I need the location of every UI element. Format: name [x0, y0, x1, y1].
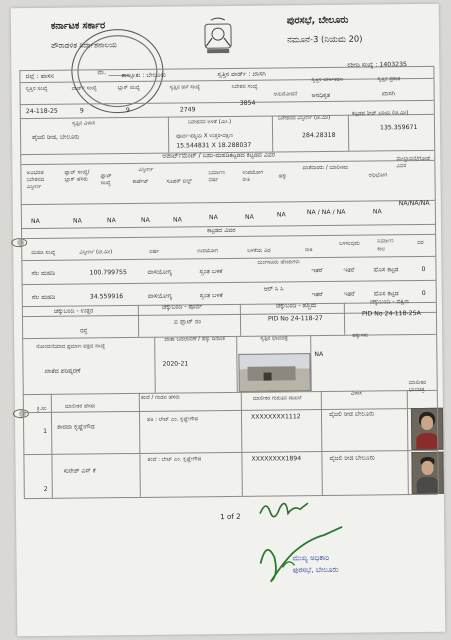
bld-mode: ಇತರೆ [311, 267, 323, 275]
built-area: 135.359671 [379, 124, 418, 132]
approval-status: ಅನಧಿಕೃತ [311, 91, 331, 100]
bld-floor: ನೆಲ ಮಹಡಿ [31, 269, 56, 278]
owner-relation: ಪತಿ : ಲೇಟ್ ಎಂ. ಕೃಷ್ಣೇಗೌಡ [147, 416, 199, 423]
bld-header-floor: ಮಹಡಿ ಸಂಖ್ಯೆ [31, 249, 56, 257]
boundary-south: PID No 24-118-25A [361, 309, 421, 318]
apt-header-block: ಫ್ಲಾಟ್ ಸಂಖ್ಯೆ/ಬ್ಲಾಕ್ ಹೆಸರು [64, 169, 90, 183]
signatory-title: ಮುಖ್ಯ ಅಧಿಕಾರಿ [292, 552, 330, 563]
reg-rights: NA [314, 351, 324, 359]
header-built-area: ಕಟ್ಟಡದ ಶೀಟ್ ಏರಿಯ (ಚ.ಮೀ) [351, 110, 409, 117]
binder-ring [13, 409, 29, 418]
reg-tax-label: ಖಾತೆದ ಪರಿಷ್ಕರಣೆ [44, 367, 81, 375]
bld-header-mode: ರೀತಿ [305, 247, 313, 254]
state-emblem-icon [197, 16, 239, 56]
block-no: 9 [125, 107, 130, 115]
govt-title: ಕರ್ನಾಟಕ ಸರ್ಕಾರ [50, 20, 106, 32]
header-block-no: ಬ್ಲಾಕ್ ಸಂಖ್ಯೆ [117, 84, 140, 92]
apt-value-owners: NA / NA / NA [306, 208, 346, 217]
bld-header-rate: ದರ [417, 239, 424, 247]
reg-rights-label: ಹಕ್ಕುಗಳು [352, 332, 369, 339]
apt-header-undivided: ಅವಿಭಜಿತ ನಿವೇಶನದ ವಿಸ್ತೀರ್ಣ [26, 169, 45, 191]
bld-age: ಹೊಸ ಕಟ್ಟಡ [373, 290, 399, 298]
apt-header-right: ಹಕ್ಕು [278, 173, 287, 180]
apt-header-usage: ಉಪಯೋಗ ರೀತಿ [242, 169, 264, 183]
header-site-area: ನಿವೇಶನದ ವಿಸ್ತೀರ್ಣ (ಚ.ಮೀ) [277, 114, 331, 122]
header-site-no: ನಿವೇಶನ ಸಂಖ್ಯೆ [231, 83, 258, 90]
boundary-north-label: ಚಕ್ಕುಬಂದಿ - ಉತ್ತರ [53, 307, 94, 315]
apt-value: NA [106, 217, 116, 225]
owner-header-address: ವಿಳಾಸ [350, 390, 362, 397]
apartment-section-title: ಅಪಾರ್ಟ್‌ಮೆಂಟ್ / ಬಹು-ಮಹಡಿಕಟ್ಟಡದ ಕಟ್ಟಡದ ವಿವರ [162, 151, 276, 160]
apt-header-roof: ಮೇಲ್ಛಾವಣಿ/ಗೋಡೆ ವಿವರ [396, 155, 430, 170]
reg-doc-label: ನೋಂದಣಿಯಾದ ಪ್ರಮಾಣ ಪತ್ರದ ಸಂಖ್ಯೆ [36, 343, 106, 351]
bld-header-usage: ಉಪಯೋಗ [197, 248, 218, 255]
apt-header-occupancy: ಅಧಿಭೋಗ [368, 172, 388, 179]
header-ward-no: ವಾರ್ಡ್ ಸಂಖ್ಯೆ [71, 85, 97, 92]
bld-rate: 0 [421, 289, 426, 297]
bld-usage: ವಾಸಯೋಗ್ಯ [147, 292, 173, 300]
form-number: ನಮೂನೆ-3 (ನಿಯಮ 20) [287, 33, 363, 45]
district-label: ಜಿಲ್ಲೆ : ಹಾಸನ [25, 72, 54, 81]
bld-rate: 0 [421, 265, 426, 273]
apt-value: NA [140, 216, 150, 224]
boundary-west: PID No 24-118-27 [267, 315, 323, 323]
application-number: ರಶೀದಿ ಸಂಖ್ಯೆ : 1403235 [347, 61, 407, 69]
property-photo [238, 353, 310, 392]
apt-value: NA [372, 208, 382, 216]
bld-ownership: ಸ್ವಂತ ಬಳಕೆ [199, 292, 223, 300]
apt-value: NA [276, 211, 286, 219]
binder-ring [11, 238, 27, 247]
ward-label: ಸ್ವತ್ತಿನ ವಾರ್ಡ್ : ಖಾಸಗಿ [217, 70, 266, 79]
owner-header-name: ಮಾಲೀಕರ ಹೆಸರು [64, 403, 96, 410]
owner-address: ವೈಜಲಿ ರೀಡ ಬೇಲೂರು [329, 454, 375, 462]
signature-initials [256, 493, 316, 524]
apt-value: NA [172, 216, 182, 224]
bld-ownership: ಸ್ವಂತ ಬಳಕೆ [199, 268, 223, 276]
apt-header-owners: ಖಾತೆದಾರರು / ಮಾಲೀಕರು [302, 164, 349, 172]
apt-value: NA [72, 217, 82, 225]
old-no: 2749 [179, 106, 196, 114]
building-section-title: ಕಟ್ಟಡದ ವಿವರ [207, 226, 236, 235]
bld-roof-type: ಮಂಗಳೂರು ಹೆಂಚುಗಳು [257, 259, 300, 266]
header-type: ಸ್ವತ್ತಿನ ಪ್ರಕಾರ [377, 76, 401, 83]
reg-photo-label: ಸ್ವತ್ತಿನ ಭಾವಚಿತ್ರ [260, 335, 288, 342]
site-area: 284.28318 [302, 131, 336, 140]
boundary-east: ಐ ಪ್ಲಾಟ್ ನಂ [173, 318, 202, 326]
bld-header-use-type: ಬಳಕೆಯ ವಿಧ [247, 247, 271, 254]
owner-header-no: ಕ್ರ.ಸಂ [36, 405, 47, 413]
municipality-title: ಪುರಸಭೆ, ಬೇಲೂರು [286, 14, 349, 27]
apt-header-flat: ಫ್ಲಾಟ್ ಸಂಖ್ಯೆ [100, 173, 112, 187]
bld-header-year: ವರ್ಷ [149, 248, 160, 255]
owner-name: ಶಾರದಾ ಕೃಷ್ಣೇಗೌಡ [57, 423, 95, 431]
header-approval: ಅನುಮೋದನೆ [273, 91, 298, 98]
owner-photo [411, 452, 443, 494]
owner-id: XXXXXXXX1112 [250, 413, 301, 421]
header-dimensions: ನಿವೇಶನದ ಅಳತೆ (ಮೀ.) [187, 118, 232, 126]
apt-header-super: ಸೂಪರ್ ಬಿಲ್ಟ್ [166, 178, 192, 185]
apt-value: NA [30, 217, 40, 226]
page-number: 1 of 2 [220, 511, 241, 522]
bld-usage: ವಾಸಯೋಗ್ಯ [147, 268, 172, 276]
apt-value-roof: NA/NA/NA [398, 199, 430, 208]
owner-header-id: ಮಾಲೀಕರ ಗುರುತಿನ ದಾಖಲೆ [252, 395, 302, 402]
document-page [11, 4, 446, 636]
owner-id: XXXXXXXX1894 [251, 455, 302, 463]
site-no: 3854 [239, 99, 256, 107]
bld-age: ಹೊಸ ಕಟ್ಟಡ [373, 266, 399, 274]
apt-value: NA [208, 214, 218, 222]
bld-header-age: ಕಾಲ [377, 246, 386, 253]
signatory-office: ಪುರಸಭೆ, ಬೇಲೂರು [292, 564, 339, 575]
bld-header-utility: ಬಳಸುವುದು [339, 240, 360, 247]
bld-area: 100.799755 [89, 269, 127, 277]
dimension-values: 15.544831 X 18.288037 [176, 141, 252, 150]
apt-value: NA [244, 213, 254, 221]
owner-header-photo: ಮಾಲೀಕರ ಭಾವಚಿತ್ರ [408, 379, 426, 394]
boundary-north: ರಸ್ತೆ [80, 327, 88, 335]
ward-no: 9 [79, 107, 84, 115]
bld-area: 34.559916 [89, 293, 124, 301]
boundary-south-label: ಚಕ್ಕುಬಂದಿ - ದಕ್ಷಿಣ [369, 298, 409, 306]
owner-header-relation: ತಂದೆ / ಗಂಡನ ಹೆಸರು [140, 394, 180, 401]
apt-header-carpet: ಕಾರ್ಪೆಟ್ [132, 178, 149, 185]
bld-utility: ಇತರೆ [343, 266, 355, 274]
owner-no: 2 [43, 485, 48, 493]
dimension-direction: ಪೂರ್ವ-ಪಶ್ಚಿಮ X ಉತ್ತರ-ದಕ್ಷಿಣ [176, 132, 234, 140]
dept-title: ಪೌರಾಡಳಿತ ನಿರ್ದೇಶನಾಲಯ [51, 40, 117, 50]
header-property-no: ಸ್ವತ್ತಿನ ಸಂಖ್ಯೆ [25, 85, 48, 93]
owner-no: 1 [43, 427, 48, 435]
bld-roof-type: ಆರ್ ಸಿ ಸಿ [263, 285, 284, 293]
seal-text: ನಾ. ______ [97, 67, 131, 77]
header-classification: ಸ್ವತ್ತಿನ ವರ್ಗೀಕರಣ [311, 76, 344, 84]
bld-header-construction: ನಿರ್ಮಾಣ [377, 238, 394, 245]
boundary-east-label: ಚಕ್ಕುಬಂದಿ - ಪೂರ್ವ [161, 303, 203, 311]
property-type: ಖಾಸಗಿ [381, 90, 396, 98]
bld-floor: ನೆಲ ಮಹಡಿ [31, 293, 56, 302]
bld-mode: ಇತರೆ [311, 291, 323, 299]
apt-header-year: ನಿರ್ಮಾಣ ವರ್ಷ [208, 170, 226, 184]
owner-address: ವೈಜಲಿ ರೀಡ ಬೇಲೂರು [328, 410, 375, 418]
apt-header-area: ವಿಸ್ತೀರ್ಣ [138, 166, 154, 173]
property-no: 24-118-25 [25, 107, 58, 116]
taluk-label: ತಾಲ್ಲೂಕು : ಬೇಲೂರು [121, 71, 166, 80]
property-address: ಪೈಜಲಿ ರೀಡ, ಬೇಲೂರು [32, 133, 80, 142]
reg-year: 2020-21 [162, 360, 189, 368]
header-old-no: ಸ್ವತ್ತಿನ ಹಳೆ ಸಂಖ್ಯೆ [169, 84, 201, 91]
reg-year-label: ಖಾತಾ ಬದಲಾವಣೆ / ಹಕ್ಕು ದಿನಾಂಕ [164, 336, 225, 343]
owner-photo [411, 408, 443, 450]
bld-header-area: ವಿಸ್ತೀರ್ಣ (ಚ.ಮೀ) [79, 249, 113, 256]
owner-name: ಸುರೇಶ್ ಎಸ್ ಕೆ [63, 467, 96, 475]
header-address: ಸ್ವತ್ತಿನ ವಿಳಾಸ [71, 120, 95, 127]
bld-utility: ಇತರೆ [343, 290, 355, 298]
boundary-west-label: ಚಕ್ಕುಬಂದಿ - ಪಶ್ಚಿಮ [275, 302, 317, 310]
owner-relation: ತಂದೆ : ಲೇಟ್ ಎಂ. ಕೃಷ್ಣೇಗೌಡ [147, 456, 202, 463]
